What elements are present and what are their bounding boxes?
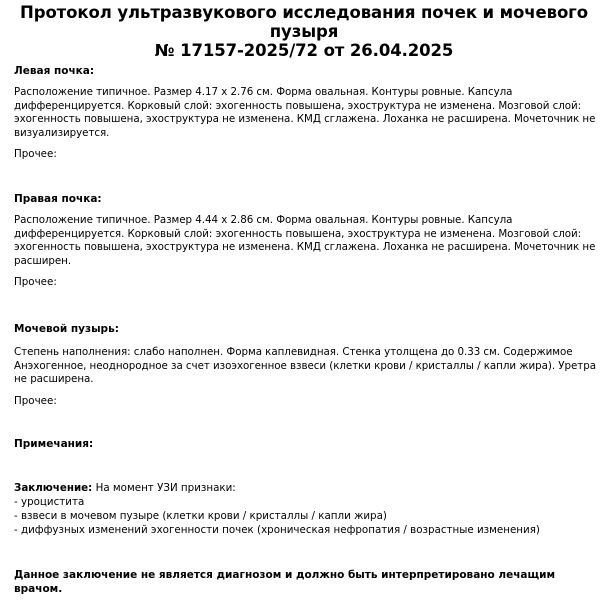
notes-section xyxy=(14,437,596,451)
report-title-line1: Протокол ультразвукового исследования почек и мочевого пузыря xyxy=(20,3,588,41)
right-kidney-section xyxy=(14,192,596,290)
conclusion-section xyxy=(14,481,596,537)
right-kidney-text: Расположение типичное. Размер 4.44 х 2.86 см. Форма овальная. Контуры ровные. Капсула дифференцируется. Корковый слой: эхогенность повышена, эхоструктура не изменена. Мозговой слой: эхогенность повышена, эхоструктура не изменена. КМД сглажена. Лоханка не расширена. Мочеточник не расширен. xyxy=(14,214,596,267)
conclusion-item: - уроцистита xyxy=(14,496,85,508)
bladder-heading: Мочевой пузырь: xyxy=(14,323,119,335)
conclusion-item: - диффузных изменений эхогенности почек (хроническая нефропатия / возрастные изменения) xyxy=(14,524,540,536)
report-title-line2: № 17157-2025/72 от 26.04.2025 xyxy=(154,41,454,60)
left-kidney-text: Расположение типичное. Размер 4.17 х 2.76 см. Форма овальная. Контуры ровные. Капсула дифференцируется. Корковый слой: эхогенность повышена, эхоструктура не изменена. Мозговой слой: эхогенность повышена, эхоструктура не изменена. КМД сглажена. Лоханка не расширена. Мочеточник не визуализируется. xyxy=(14,86,596,139)
report-title xyxy=(14,0,594,60)
notes-heading: Примечания: xyxy=(14,438,94,450)
disclaimer-section xyxy=(14,568,596,596)
conclusion-line xyxy=(14,481,596,495)
bladder-section xyxy=(14,322,596,408)
right-kidney-other: Прочее: xyxy=(14,276,57,289)
conclusion-intro: На момент УЗИ признаки: xyxy=(92,482,236,494)
left-kidney-heading: Левая почка: xyxy=(14,65,95,77)
left-kidney-other: Прочее: xyxy=(14,148,57,161)
bladder-text: Степень наполнения: слабо наполнен. Форма каплевидная. Стенка утолщена до 0.33 см. Содержимое Анэхогенное, неоднородное за счет изоэхогенное взвеси (клетки крови / кристаллы / капли жира). Уретра не расширена. xyxy=(14,346,596,386)
conclusion-label: Заключение: xyxy=(14,482,93,494)
left-kidney-section xyxy=(14,64,596,162)
right-kidney-heading: Правая почка: xyxy=(14,193,102,205)
bladder-other: Прочее: xyxy=(14,394,57,407)
disclaimer-text: Данное заключение не является диагнозом и должно быть интерпретировано лечащим врачом. xyxy=(14,569,556,595)
conclusion-item: - взвеси в мочевом пузыре (клетки крови / кристаллы / капли жира) xyxy=(14,510,387,522)
